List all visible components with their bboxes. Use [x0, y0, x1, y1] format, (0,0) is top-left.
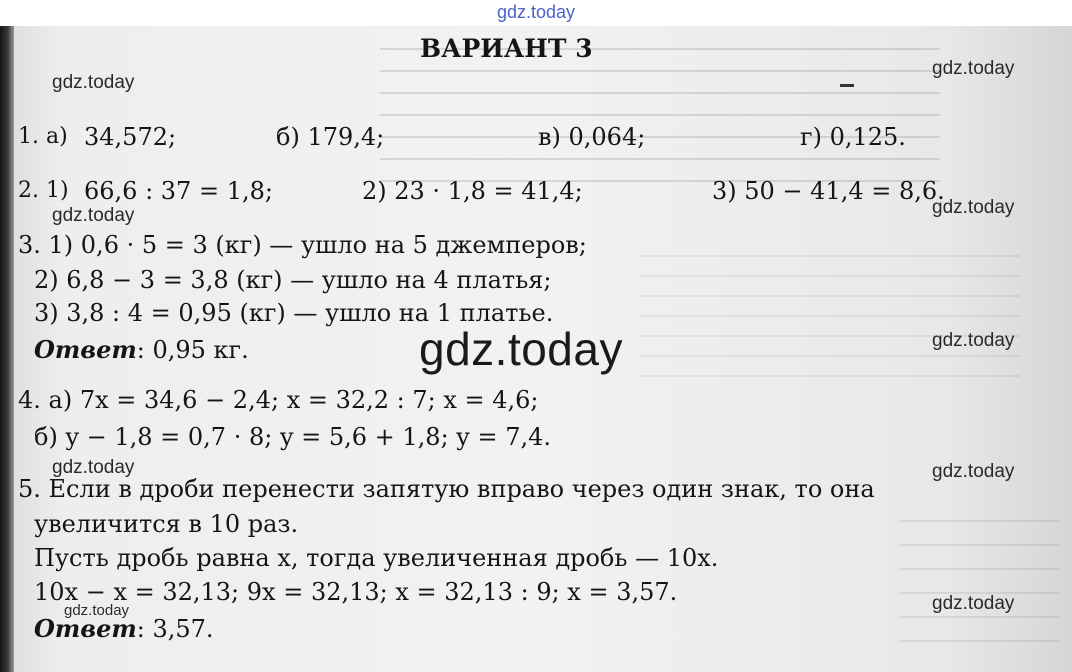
answer-value: : 3,57.	[136, 615, 214, 643]
watermark: gdz.today	[52, 205, 135, 226]
watermark: gdz.today	[932, 593, 1015, 614]
task-1-answer-a: 34,572;	[84, 123, 177, 151]
task-2-label: 2. 1)	[18, 178, 69, 203]
task-3-step-2: 2) 6,8 − 3 = 3,8 (кг) — ушло на 4 платья;	[34, 266, 552, 294]
watermark: gdz.today	[64, 602, 130, 619]
task-3-step-1: 3. 1) 0,6 · 5 = 3 (кг) — ушло на 5 джемперов;	[18, 231, 587, 259]
stray-mark	[840, 84, 854, 87]
book-spine-shadow	[0, 26, 14, 672]
task-3-step-3: 3) 3,8 : 4 = 0,95 (кг) — ушло на 1 платье.	[34, 299, 554, 327]
page-title: ВАРИАНТ 3	[420, 34, 593, 63]
watermark: gdz.today	[52, 72, 135, 93]
task-1-answer-b: б) 179,4;	[276, 123, 385, 151]
watermark-center: gdz.today	[419, 323, 623, 375]
task-5-line-4: 10x − x = 32,13; 9x = 32,13; x = 32,13 : 9; x = 3,57.	[34, 578, 678, 606]
task-2-step-2: 2) 23 · 1,8 = 41,4;	[362, 177, 583, 205]
task-2-step-1: 66,6 : 37 = 1,8;	[84, 177, 273, 205]
watermark-top[interactable]: gdz.today	[496, 2, 576, 22]
watermark: gdz.today	[932, 197, 1015, 218]
task-5-line-2: увеличится в 10 раз.	[34, 510, 299, 538]
task-2-step-3: 3) 50 − 41,4 = 8,6.	[712, 177, 945, 205]
task-5-line-1: 5. Если в дроби перенести запятую вправо через один знак, то она	[18, 475, 875, 503]
task-5-answer	[34, 614, 214, 644]
answer-label: Ответ	[34, 335, 137, 364]
task-1-answer-d: г) 0,125.	[800, 123, 906, 151]
answer-value: : 0,95 кг.	[136, 336, 249, 364]
watermark: gdz.today	[932, 58, 1015, 79]
task-4-part-b: б) y − 1,8 = 0,7 · 8; y = 5,6 + 1,8; y = 7,4.	[34, 423, 552, 451]
bleed-through-text	[640, 255, 1020, 385]
watermark: gdz.today	[932, 330, 1015, 351]
task-1-answer-c: в) 0,064;	[538, 123, 646, 151]
task-1-label: 1. а)	[18, 124, 68, 149]
task-5-line-3: Пусть дробь равна x, тогда увеличенная дробь — 10x.	[34, 544, 719, 572]
task-4-part-a: 4. а) 7x = 34,6 − 2,4; x = 32,2 : 7; x = 4,6;	[18, 386, 539, 414]
answer-label: Ответ	[34, 614, 137, 643]
task-3-answer	[34, 335, 249, 365]
bleed-through-text	[900, 520, 1060, 660]
watermark: gdz.today	[932, 461, 1015, 482]
watermark: gdz.today	[52, 457, 135, 478]
